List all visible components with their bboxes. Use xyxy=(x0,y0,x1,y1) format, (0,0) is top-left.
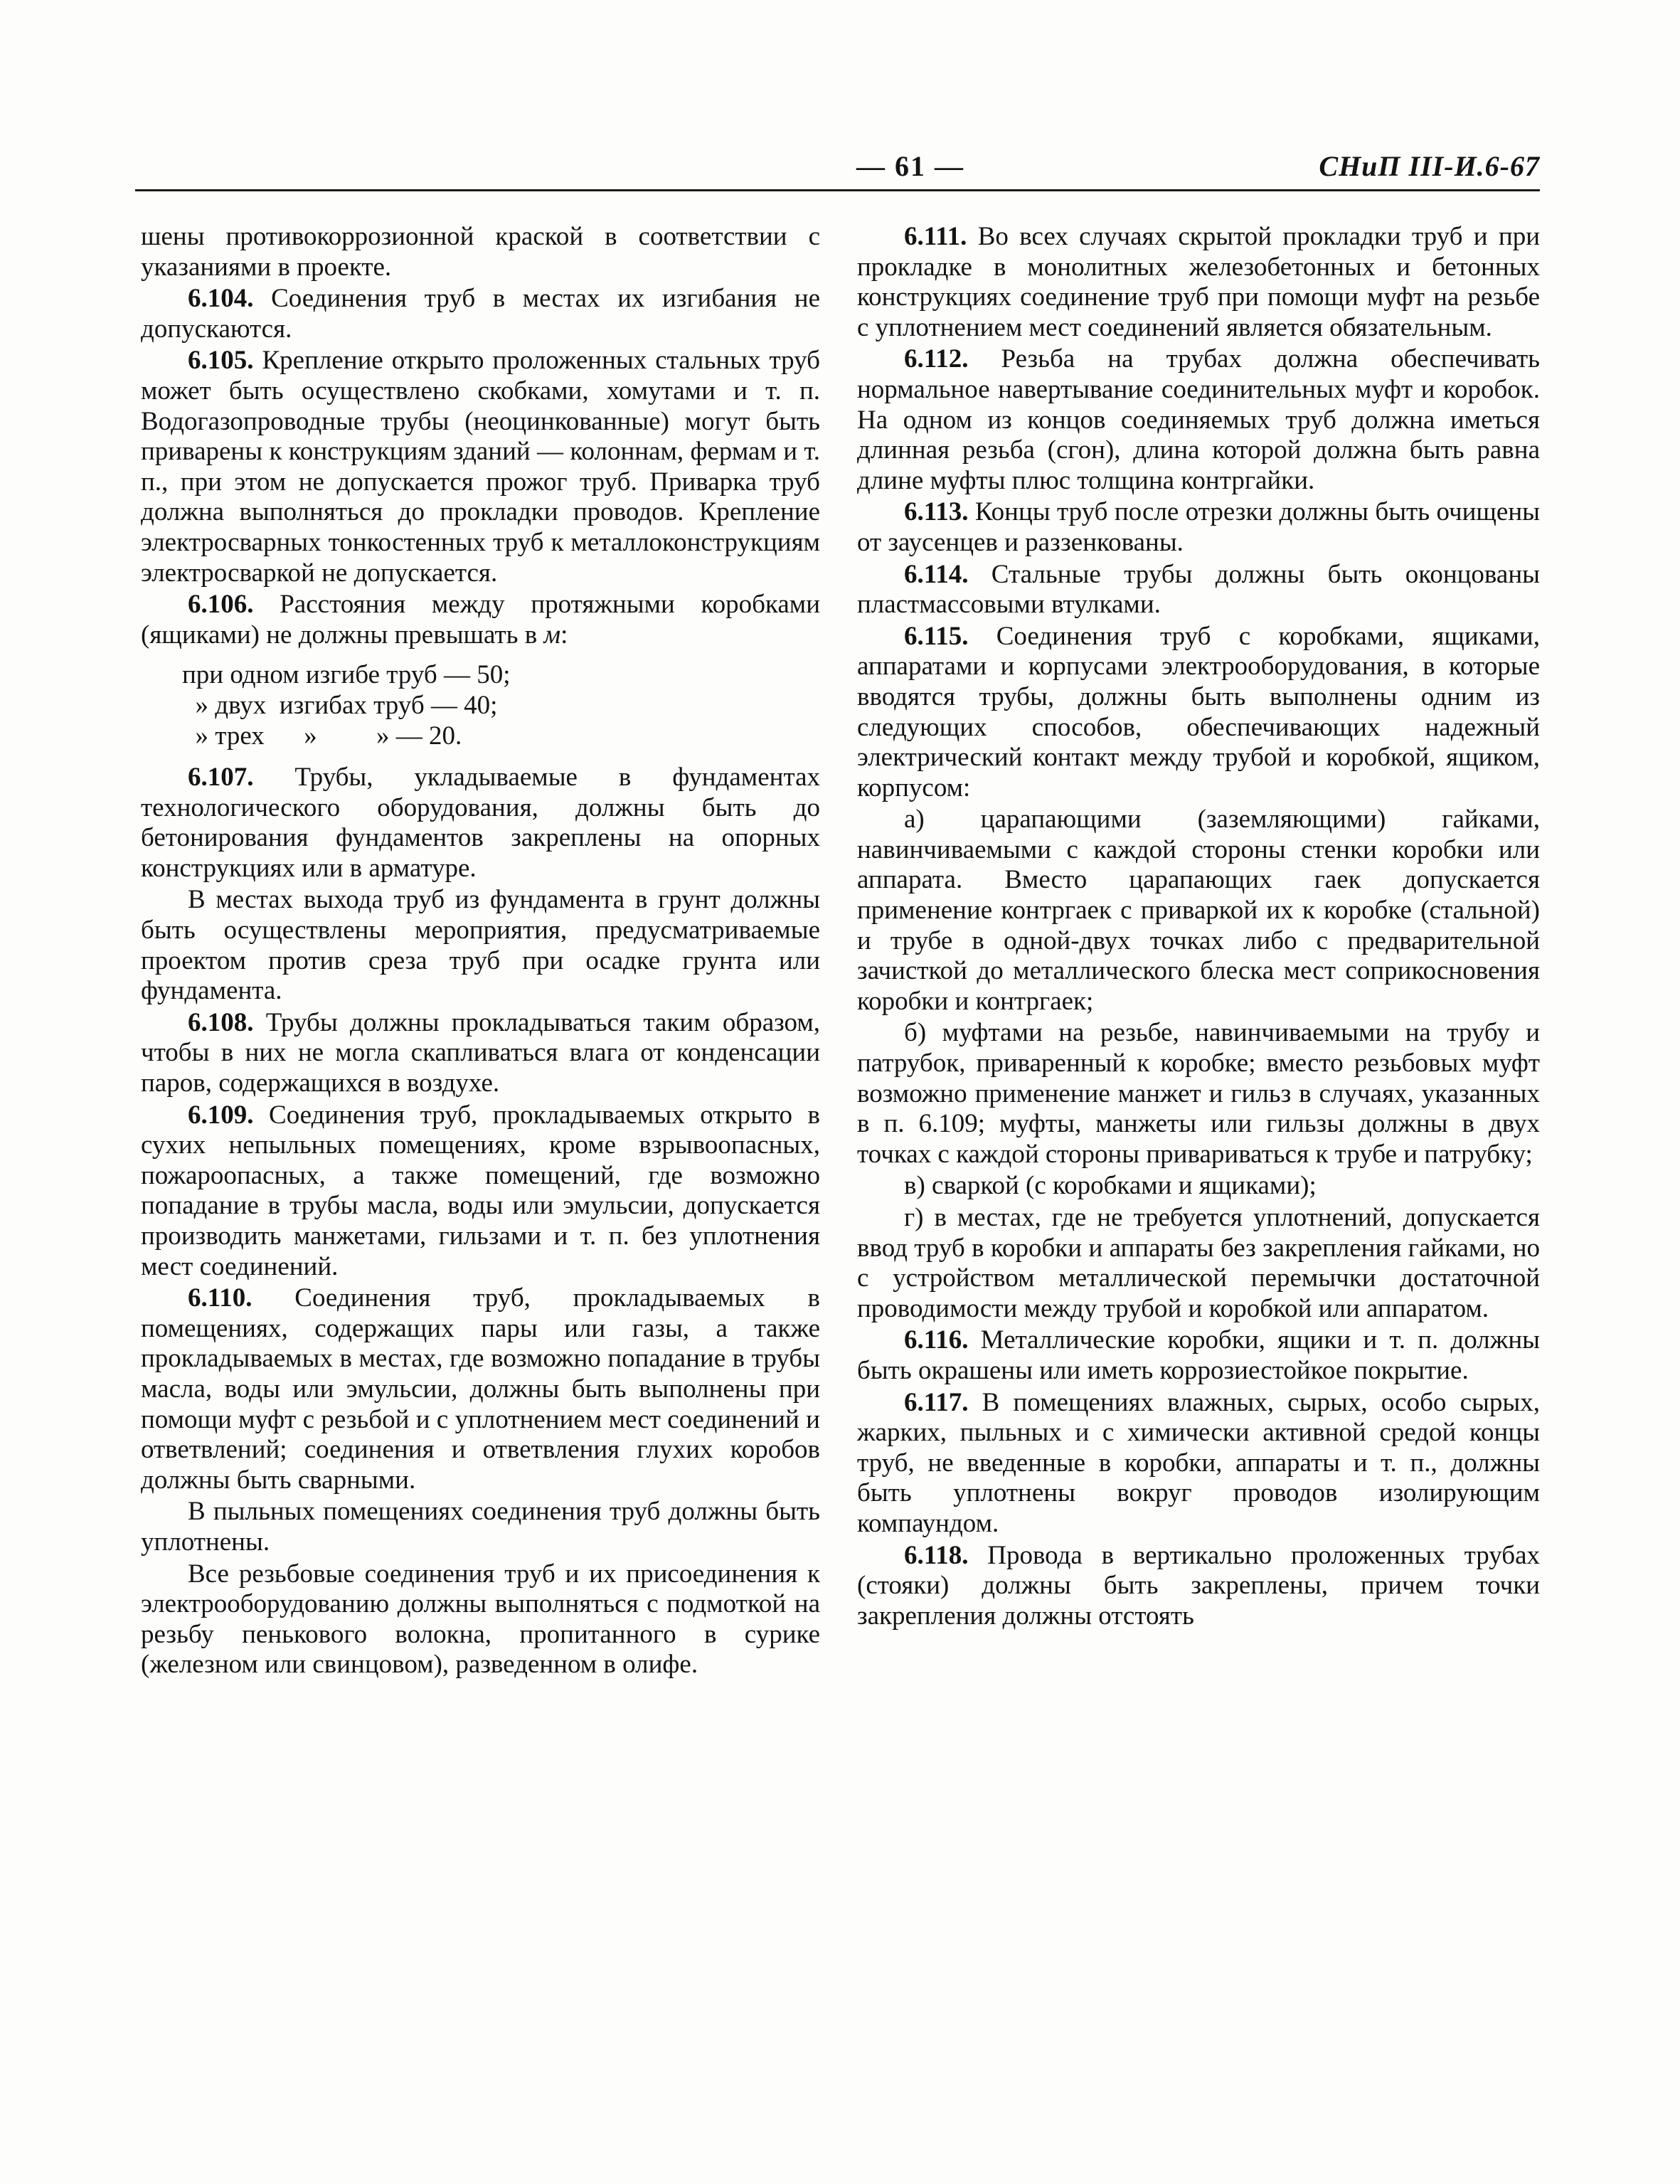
clause-number: 6.109. xyxy=(188,1100,254,1130)
clause-number: 6.114. xyxy=(904,559,969,589)
clause-6-115 xyxy=(857,622,1540,804)
clause-6-112 xyxy=(857,344,1540,496)
clause-text: В помещениях влажных, сырых, особо сырых, жарких, пыльных и с химически активной средой концы труб, не введенные в коробки, аппараты и т. п., должны быть уплотнены вокруг проводов изолирующим компаундом. xyxy=(857,1387,1540,1538)
clause-text: Во всех случаях скрытой прокладки труб и при прокладке в монолитных железобетонных и бетонных конструкциях соединение труб при помощи муфт на резьбе с уплотнением мест соединений является обязательным. xyxy=(857,222,1540,342)
clause-6-106 xyxy=(141,590,820,650)
clause-text: Концы труб после отрезки должны быть очищены от заусенцев и раззенкованы. xyxy=(857,497,1540,557)
clause-text: Соединения труб, прокладываемых открыто в сухих непыльных помещениях, кроме взрывоопасных, пожароопасных, а также помещений, где возможно попадание в трубы масла, воды или эмульсии, допускается производить манжетами, гильзами и т. п. без уплотнения мест соединений. xyxy=(141,1100,820,1281)
unit-label: м xyxy=(543,620,561,650)
clause-text: Соединения труб с коробками, ящиками, аппаратами и корпусами электрооборудования, в которые вводятся трубы, должны быть выполнены одним из следующих способов, обеспечивающих надежный электрический контакт между трубой и коробкой, ящиком, корпусом: xyxy=(857,621,1540,802)
list-item: » трех » » — 20. xyxy=(182,721,462,751)
clause-text-tail: : xyxy=(560,620,568,650)
left-column xyxy=(141,222,820,1682)
clause-6-107-paragraph-2: В местах выхода труб из фундамента в грунт должны быть осуществлены мероприятия, предусматриваемые проектом против среза труб при осадке грунта или фундамента. xyxy=(141,885,820,1006)
list-item: при одном изгибе труб — 50; xyxy=(182,660,511,690)
clause-6-108 xyxy=(141,1008,820,1099)
clause-6-117 xyxy=(857,1388,1540,1539)
page-number: — 61 — xyxy=(856,150,964,182)
header-rule xyxy=(135,189,1540,191)
distance-list xyxy=(182,660,820,751)
clause-6-118 xyxy=(857,1541,1540,1632)
page-header xyxy=(135,149,1540,192)
clause-text: Расстояния между протяжными коробками (ящиками) не должны превышать в xyxy=(141,590,820,650)
paragraph-continuation: шены противокоррозионной краской в соответствии с указаниями в проекте. xyxy=(141,222,820,282)
clause-6-104 xyxy=(141,284,820,344)
clause-6-115-item-b: б) муфтами на резьбе, навинчиваемыми на трубу и патрубок, приваренный к коробке; вместо резьбовых муфт возможно применение манжет и гильз в случаях, указанных в п. 6.109; муфты, манжеты или гильзы должны в двух точках с каждой стороны привариваться к трубе и патрубку; xyxy=(857,1018,1540,1169)
clause-number: 6.117. xyxy=(904,1387,969,1417)
clause-6-110-paragraph-3: Все резьбовые соединения труб и их присоединения к электрооборудованию должны выполняться с подмоткой на резьбу пенькового волокна, пропитанного в сурике (железном или свинцовом), разведенном в олифе. xyxy=(141,1559,820,1680)
clause-6-111 xyxy=(857,222,1540,343)
clause-text: Стальные трубы должны быть оконцованы пластмассовыми втулками. xyxy=(857,559,1540,620)
clause-number: 6.115. xyxy=(904,621,969,651)
clause-number: 6.107. xyxy=(188,763,254,793)
document-code: СНиП III-И.6-67 xyxy=(1319,150,1540,182)
clause-number: 6.108. xyxy=(188,1007,254,1037)
clause-text: Резьба на трубах должна обеспечивать нормальное навертывание соединительных муфт и коробок. На одном из концов соединяемых труб должна иметься длинная резьба (сгон), длина которой должна быть равна длине муфты плюс толщина контргайки. xyxy=(857,344,1540,495)
clause-6-109 xyxy=(141,1101,820,1283)
clause-text: Трубы должны прокладываться таким образом, чтобы в них не могла скапливаться влага от конденсации паров, содержащихся в воздухе. xyxy=(141,1007,820,1098)
clause-6-105 xyxy=(141,346,820,588)
clause-text: Трубы, укладываемые в фундаментах технологического оборудования, должны быть до бетонирования фундаментов закреплены на опорных конструкциях или в арматуре. xyxy=(141,763,820,883)
clause-6-114 xyxy=(857,560,1540,620)
clause-6-107 xyxy=(141,763,820,884)
clause-number: 6.112. xyxy=(904,344,969,374)
right-column xyxy=(857,222,1540,1633)
clause-text: Крепление открыто проложенных стальных труб может быть осуществлено скобками, хомутами и т. п. Водогазопроводные трубы (неоцинкованные) могут быть приварены к конструкциям зданий — колоннам, фермам и т. п., при этом не допускается прожог труб. Приварка труб должна выполняться до прокладки проводов. Крепление электросварных тонкостенных труб к металлоконструкциям электросваркой не допускается. xyxy=(141,346,820,588)
clause-6-113 xyxy=(857,497,1540,558)
clause-text: Провода в вертикально проложенных трубах (стояки) должны быть закреплены, причем точки закрепления должны отстоять xyxy=(857,1540,1540,1631)
list-item: » двух изгибах труб — 40; xyxy=(182,690,498,720)
clause-number: 6.118. xyxy=(904,1540,969,1570)
clause-text: Соединения труб в местах их изгибания не допускаются. xyxy=(141,284,820,344)
clause-number: 6.110. xyxy=(188,1283,252,1313)
clause-6-115-item-a: а) царапающими (заземляющими) гайками, навинчиваемыми с каждой стороны стенки коробки или аппарата. Вместо царапающих гаек допускается применение контргаек с приваркой их к коробке (стальной) и трубе в одной-двух точках либо с предварительной зачисткой до металлического блеска мест соприкосновения коробки и контргаек; xyxy=(857,805,1540,1016)
clause-6-116 xyxy=(857,1325,1540,1386)
clause-number: 6.105. xyxy=(188,346,254,376)
clause-number: 6.116. xyxy=(904,1325,969,1355)
clause-6-110 xyxy=(141,1283,820,1495)
clause-number: 6.113. xyxy=(904,497,969,527)
clause-number: 6.106. xyxy=(188,590,254,620)
clause-6-115-item-c: в) сваркой (с коробками и ящиками); xyxy=(904,1171,1317,1201)
clause-number: 6.104. xyxy=(188,284,254,314)
clause-6-110-paragraph-2: В пыльных помещениях соединения труб должны быть уплотнены. xyxy=(141,1497,820,1557)
clause-6-115-item-d: г) в местах, где не требуется уплотнений, допускается ввод труб в коробки и аппараты без закрепления гайками, но с устройством металлической перемычки достаточной проводимости между трубой и коробкой или аппаратом. xyxy=(857,1203,1540,1323)
clause-text: Соединения труб, прокладываемых в помещениях, содержащих пары или газы, а также прокладываемых в местах, где возможно попадание в трубы масла, воды или эмульсии, должны быть выполнены при помощи муфт с резьбой и с уплотнением мест соединений и ответвлений; соединения и ответвления глухих коробов должны быть сварными. xyxy=(141,1283,820,1495)
clause-text: Металлические коробки, ящики и т. п. должны быть окрашены или иметь коррозиестойкое покрытие. xyxy=(857,1325,1540,1385)
clause-number: 6.111. xyxy=(904,222,967,251)
